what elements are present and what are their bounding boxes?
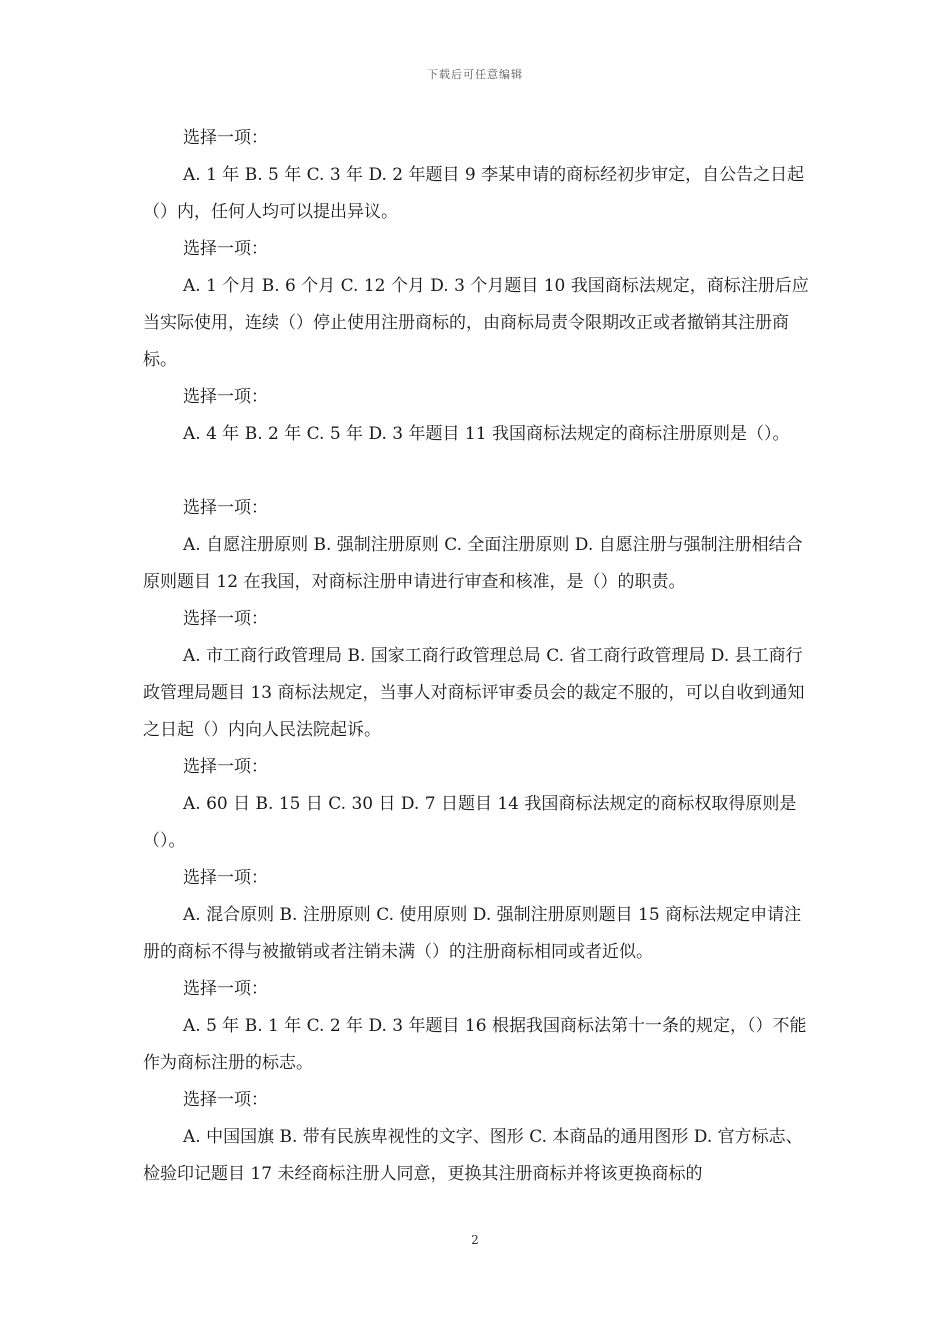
page-header: 下载后可任意编辑 [427,68,523,81]
choice-prompt: 选择一项： [183,387,268,407]
question-paragraph: A. 4 年 B. 2 年 C. 5 年 D. 3 年题目 11 我国商标法规定的商标注册原则是（）。 [183,424,790,444]
blank-spacer [143,453,813,490]
choice-prompt: 选择一项： [183,498,268,518]
question-paragraph: A. 1 个月 B. 6 个月 C. 12 个月 D. 3 个月题目 10 我国商标法规定，商标注册后应当实际使用，连续（）停止使用注册商标的，由商标局责令限期改正或者撤销其注册商标。 [143,276,809,370]
question-paragraph: A. 市工商行政管理局 B. 国家工商行政管理总局 C. 省工商行政管理局 D. 县工商行政管理局题目 13 商标法规定，当事人对商标评审委员会的裁定不服的，可以自收到通知之日起（）内向人民法院起诉。 [143,646,805,740]
choice-prompt: 选择一项： [183,239,268,259]
choice-prompt: 选择一项： [183,979,268,999]
question-paragraph: A. 混合原则 B. 注册原则 C. 使用原则 D. 强制注册原则题目 15 商标法规定申请注册的商标不得与被撤销或者注销未满（）的注册商标相同或者近似。 [143,905,802,962]
choice-prompt: 选择一项： [183,757,268,777]
page-number: 2 [471,1233,479,1247]
document-body [143,120,813,1193]
question-paragraph: A. 1 年 B. 5 年 C. 3 年 D. 2 年题目 9 李某申请的商标经初步审定，自公告之日起（）内，任何人均可以提出异议。 [143,165,805,222]
question-paragraph: A. 自愿注册原则 B. 强制注册原则 C. 全面注册原则 D. 自愿注册与强制注册相结合原则题目 12 在我国，对商标注册申请进行审查和核准，是（）的职责。 [143,535,803,592]
question-paragraph: A. 5 年 B. 1 年 C. 2 年 D. 3 年题目 16 根据我国商标法第十一条的规定，（）不能作为商标注册的标志。 [143,1016,807,1073]
question-paragraph: A. 60 日 B. 15 日 C. 30 日 D. 7 日题目 14 我国商标法规定的商标权取得原则是（）。 [143,794,797,851]
question-paragraph: A. 中国国旗 B. 带有民族卑视性的文字、图形 C. 本商品的通用图形 D. 官方标志、检验印记题目 17 未经商标注册人同意，更换其注册商标并将该更换商标的 [143,1127,803,1184]
choice-prompt: 选择一项： [183,1090,268,1110]
choice-prompt: 选择一项： [183,609,268,629]
choice-prompt: 选择一项： [183,868,268,888]
choice-prompt: 选择一项： [183,128,268,148]
